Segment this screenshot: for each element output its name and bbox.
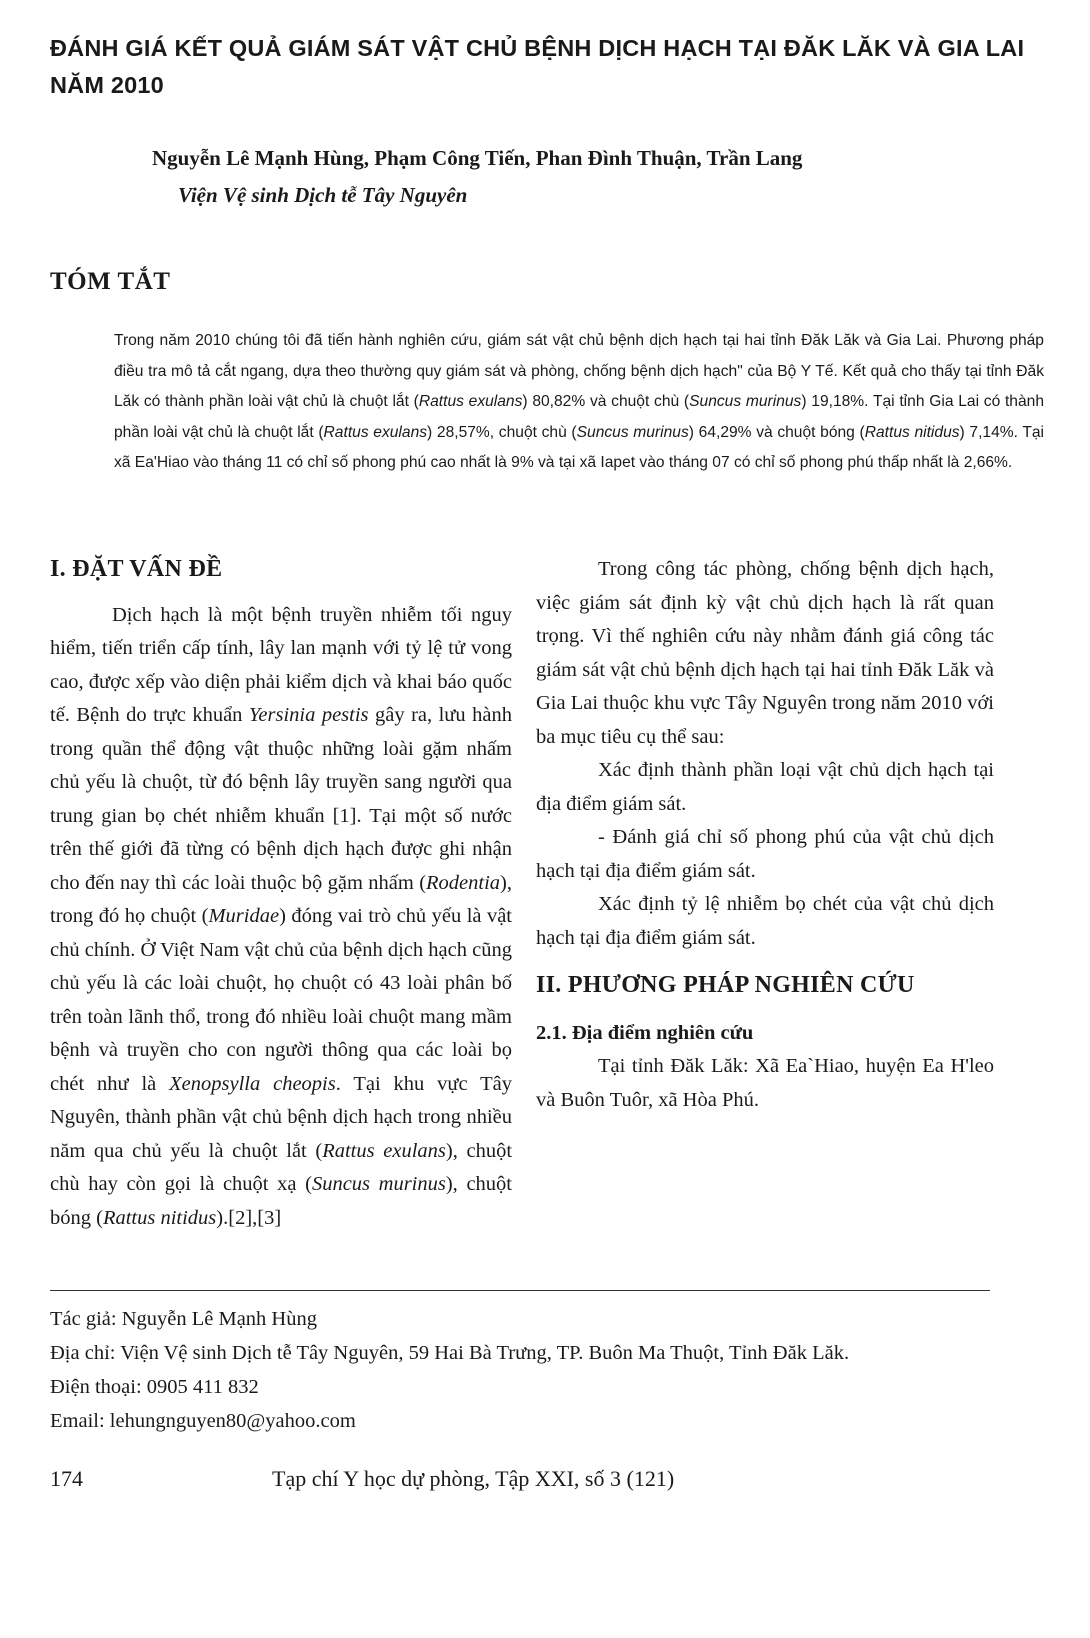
section-heading-introduction: I. ĐẶT VẤN ĐỀ	[50, 556, 223, 582]
page-number: 174	[50, 1466, 83, 1491]
species-name: Suncus murinus	[689, 393, 802, 410]
abstract-heading: TÓM TẮT	[50, 268, 171, 295]
affiliation: Viện Vệ sinh Dịch tễ Tây Nguyên	[178, 183, 468, 207]
footnote-author: Tác giả: Nguyễn Lê Mạnh Hùng	[50, 1308, 317, 1330]
location-paragraph: Tại tỉnh Đăk Lăk: Xã Ea`Hiao, huyện Ea H'leo và Buôn Tuôr, xã Hòa Phú.	[536, 1055, 994, 1111]
objectives-intro-paragraph: Trong công tác phòng, chống bệnh dịch hạch, việc giám sát định kỳ vật chủ dịch hạch là rất quan trọng. Vì thế nghiên cứu này nhằm đánh giá công tác giám sát vật chủ bệnh dịch hạch tại hai tỉnh Đăk Lăk và Gia Lai thuộc khu vực Tây Nguyên trong năm 2010 với ba mục tiêu cụ thể sau:	[536, 558, 994, 748]
species-name: Rattus exulans	[323, 423, 428, 441]
footnote-phone: Điện thoại: 0905 411 832	[50, 1376, 259, 1398]
intro-paragraph: Dịch hạch là một bệnh truyền nhiễm tối nguy hiểm, tiến triển cấp tính, lây lan mạnh với tỷ lệ tử vong cao, được xếp vào diện phải kiểm dịch và khai báo quốc tế. Bệnh do trực khuẩn Yersinia pestis gây ra, lưu hành trong quần thể động vật thuộc những loài gặm nhấm chủ yếu là chuột, từ đó bệnh lây truyền sang người qua trung gian bọ chét nhiễm khuẩn [1]. Tại một số nước trên thế giới đã từng có bệnh dịch hạch được ghi nhận cho đến nay thì các loài thuộc bộ gặm nhấm (Rodentia), trong đó họ chuột (Muridae) đóng vai trò chủ yếu là vật chủ chính. Ở Việt Nam vật chủ của bệnh dịch hạch cũng chủ yếu là các loài chuột, họ chuột có 43 loài phân bố trên toàn lãnh thổ, trong đó nhiều loài chuột mang mầm bệnh và truyền cho con người thông qua các loài bọ chét như là Xenopsylla cheopis. Tại khu vực Tây Nguyên, thành phần vật chủ bệnh dịch hạch trong nhiều năm qua chủ yếu là chuột lắt (Rattus exulans), chuột chù hay còn gọi là chuột xạ (Suncus murinus), chuột bóng (Rattus nitidus).[2],[3]	[50, 603, 513, 1229]
paper-title: ĐÁNH GIÁ KẾT QUẢ GIÁM SÁT VẬT CHỦ BỆNH DỊCH HẠCH TẠI ĐĂK LĂK VÀ GIA LAI NĂM 2010	[50, 35, 1025, 98]
author-footnote	[50, 1302, 1040, 1438]
species-name: Rattus nitidus	[864, 423, 960, 441]
section-heading-methods: II. PHƯƠNG PHÁP NGHIÊN CỨU	[536, 972, 915, 998]
footnote-email[interactable]: Email: lehungnguyen80@yahoo.com	[50, 1410, 356, 1432]
footnote-divider	[50, 1290, 990, 1291]
subsection-heading-location: 2.1. Địa điểm nghiên cứu	[536, 1021, 754, 1044]
left-column	[50, 553, 512, 1235]
journal-citation: Tạp chí Y học dự phòng, Tập XXI, số 3 (121)	[272, 1466, 675, 1491]
species-name: Suncus murinus	[576, 423, 689, 441]
abstract-text: Trong năm 2010 chúng tôi đã tiến hành nghiên cứu, giám sát vật chủ bệnh dịch hạch tại hai tỉnh Đăk Lăk và Gia Lai. Phương pháp điều tra mô tả cắt ngang, dựa theo thường quy giám sát và phòng, chống bệnh dịch hạch" của Bộ Y Tế. Kết quả cho thấy tại tỉnh Đăk Lăk có thành phần loài vật chủ là chuột lắt (Rattus exulans) 80,82% và chuột chù (Suncus murinus) 19,18%. Tại tỉnh Gia Lai có thành phần loài vật chủ là chuột lắt (Rattus exulans) 28,57%, chuột chù (Suncus murinus) 64,29% và chuột bóng (Rattus nitidus) 7,14%. Tại xã Ea'Hiao vào tháng 11 có chỉ số phong phú cao nhất là 9% và tại xã Iapet vào tháng 07 có chỉ số phong phú thấp nhất là 2,66%.	[114, 332, 1045, 471]
objective-3: Xác định tỷ lệ nhiễm bọ chét của vật chủ dịch hạch tại địa điểm giám sát.	[536, 893, 994, 949]
objective-1: Xác định thành phần loại vật chủ dịch hạch tại địa điểm giám sát.	[536, 759, 994, 815]
species-name: Rattus exulans	[418, 393, 523, 410]
right-column	[536, 553, 994, 1117]
author-list: Nguyễn Lê Mạnh Hùng, Phạm Công Tiến, Phan Đình Thuận, Trần Lang	[152, 146, 803, 170]
objective-2: - Đánh giá chỉ số phong phú của vật chủ dịch hạch tại địa điểm giám sát.	[536, 826, 994, 882]
footnote-address: Địa chỉ: Viện Vệ sinh Dịch tễ Tây Nguyên, 59 Hai Bà Trưng, TP. Buôn Ma Thuột, Tỉnh Đăk Lăk.	[50, 1342, 850, 1364]
